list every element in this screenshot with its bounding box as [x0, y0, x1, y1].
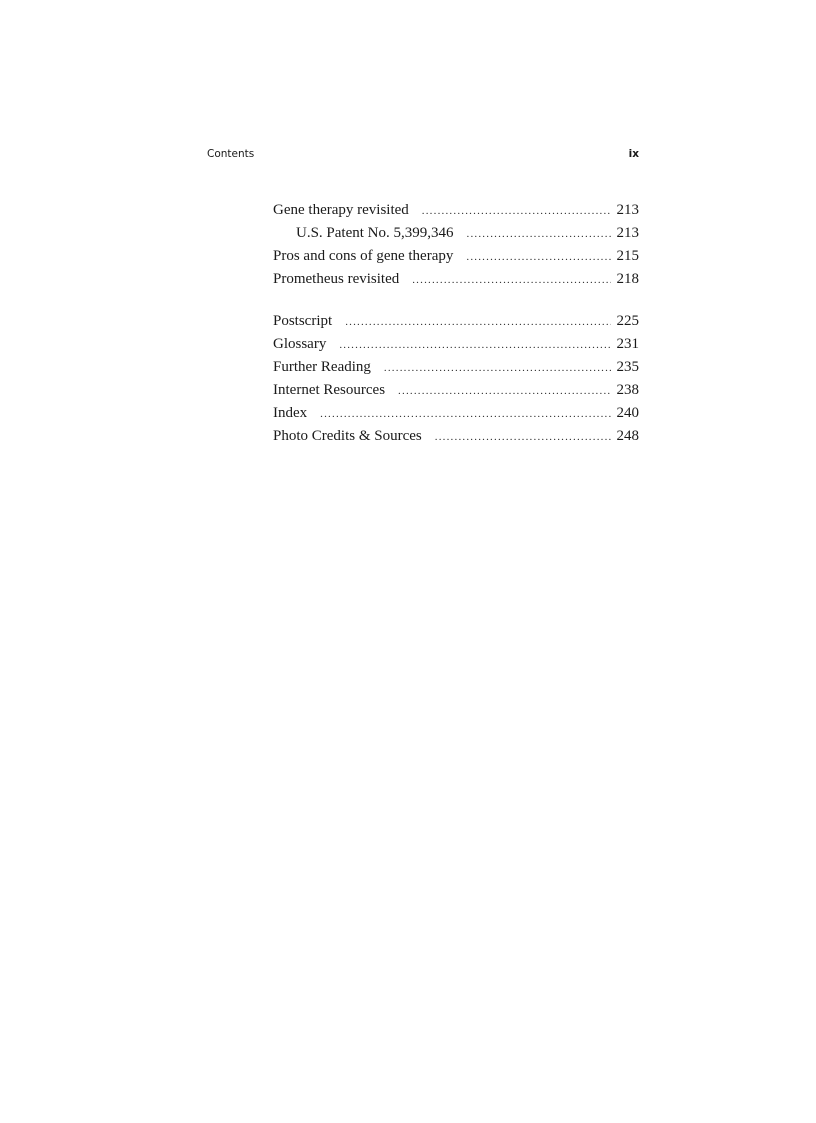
toc-entry-title: Gene therapy revisited — [273, 202, 409, 218]
toc-entry-page: 213 — [616, 202, 639, 218]
toc-entry-index — [273, 402, 639, 425]
toc-entry-title: Further Reading — [273, 359, 371, 375]
toc-entry-title: Photo Credits & Sources — [273, 428, 422, 444]
toc-entry-title: Postscript — [273, 313, 333, 329]
toc-entry-page: 238 — [616, 382, 639, 398]
dot-leader — [467, 223, 611, 246]
toc-entry-title: Pros and cons of gene therapy — [273, 248, 454, 264]
toc-entry-pros-and-cons — [273, 245, 639, 268]
toc-entry-page: 225 — [616, 313, 639, 329]
toc-entry-further-reading — [273, 356, 639, 379]
toc-entry-title: U.S. Patent No. 5,399,346 — [296, 225, 454, 241]
toc-entry-page: 231 — [616, 336, 639, 352]
toc-entry-photo-credits — [273, 425, 639, 448]
table-of-contents — [273, 199, 639, 467]
toc-entry-internet-resources — [273, 379, 639, 402]
toc-entry-title: Index — [273, 405, 308, 421]
toc-entry-title: Internet Resources — [273, 382, 386, 398]
dot-leader — [384, 357, 611, 380]
toc-entry-prometheus-revisited — [273, 268, 639, 291]
running-head-section: Contents — [207, 148, 255, 160]
toc-entry-page: 213 — [616, 225, 639, 241]
toc-entry-glossary — [273, 333, 639, 356]
toc-entry-page: 240 — [616, 405, 639, 421]
dot-leader — [435, 426, 611, 449]
dot-leader — [422, 200, 611, 223]
toc-entry-page: 235 — [616, 359, 639, 375]
toc-entry-title: Prometheus revisited — [273, 271, 400, 287]
dot-leader — [398, 380, 610, 403]
toc-group — [273, 199, 639, 291]
toc-entry-title: Glossary — [273, 336, 327, 352]
toc-entry-page: 248 — [616, 428, 639, 444]
dot-leader — [412, 269, 610, 292]
running-head — [207, 148, 639, 164]
dot-leader — [345, 311, 610, 334]
toc-entry-postscript — [273, 310, 639, 333]
dot-leader — [466, 246, 610, 269]
toc-group — [273, 310, 639, 448]
page-number: ix — [628, 148, 639, 160]
toc-entry-page: 215 — [616, 248, 639, 264]
toc-entry-page: 218 — [616, 271, 639, 287]
toc-entry-gene-therapy-revisited — [273, 199, 639, 222]
toc-entry-us-patent — [273, 222, 639, 245]
dot-leader — [320, 403, 610, 426]
dot-leader — [339, 334, 610, 357]
